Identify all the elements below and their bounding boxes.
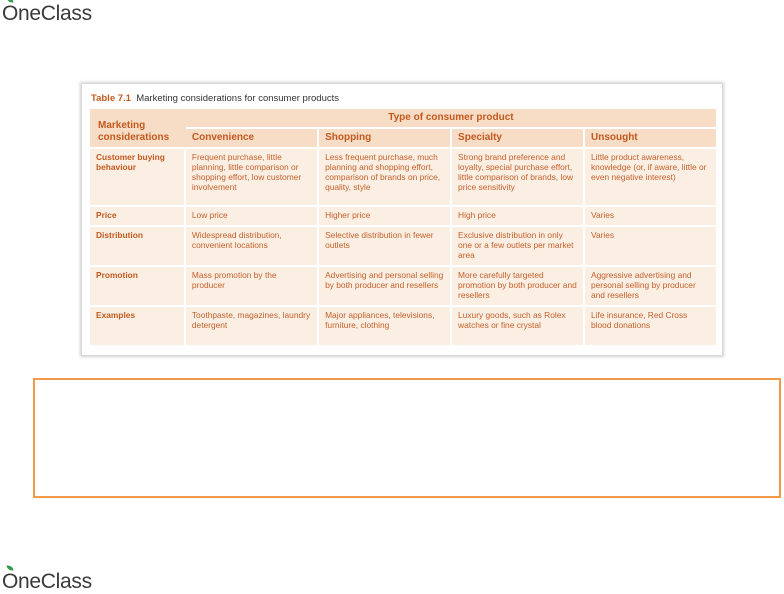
table-cell: Frequent purchase, little planning, little comparison or shopping effort, low customer involvement [186,147,319,205]
row-label: Examples [90,305,186,345]
row-label: Price [90,205,186,225]
table-cell: Varies [585,205,716,225]
table-cell: High price [452,205,585,225]
highlight-box [33,378,781,498]
group-header: Type of consumer product [186,109,716,129]
oneclass-logo-bottom[interactable]: OneClass [2,570,92,594]
table-row [90,265,716,305]
corner-header: Marketing considerations [90,109,186,147]
row-label: Customer buying behaviour [90,147,186,205]
row-label: Promotion [90,265,186,305]
table-cell: Luxury goods, such as Rolex watches or fine crystal [452,305,585,345]
table-row [90,305,716,345]
table-cell: Little product awareness, knowledge (or, if aware, little or even negative interest) [585,147,716,205]
table-cell: Selective distribution in fewer outlets [319,225,452,265]
category-header: Specialty [452,129,585,147]
table-row [90,205,716,225]
table-cell: Strong brand preference and loyalty, special purchase effort, little comparison of brands, low price sensitivity [452,147,585,205]
table-row [90,147,716,205]
table-cell: Toothpaste, magazines, laundry detergent [186,305,319,345]
category-header: Unsought [585,129,716,147]
table-figure [81,83,723,356]
table-cell: More carefully targeted promotion by both producer and resellers [452,265,585,305]
table-caption: Table 7.1 Marketing considerations for consumer products [91,93,339,104]
row-label: Distribution [90,225,186,265]
table-cell: Life insurance, Red Cross blood donations [585,305,716,345]
table-cell: Less frequent purchase, much planning and shopping effort, comparison of brands on price, quality, style [319,147,452,205]
table-cell: Advertising and personal selling by both producer and resellers [319,265,452,305]
category-header: Convenience [186,129,319,147]
table-cell: Higher price [319,205,452,225]
marketing-table [90,109,716,345]
category-header: Shopping [319,129,452,147]
table-cell: Major appliances, televisions, furniture, clothing [319,305,452,345]
table-cell: Low price [186,205,319,225]
table-cell: Widespread distribution, convenient locations [186,225,319,265]
table-cell: Aggressive advertising and personal selling by producer and resellers [585,265,716,305]
table-row [90,225,716,265]
oneclass-logo-top[interactable]: OneClass [2,2,92,26]
table-cell: Varies [585,225,716,265]
table-cell: Exclusive distribution in only one or a few outlets per market area [452,225,585,265]
table-cell: Mass promotion by the producer [186,265,319,305]
